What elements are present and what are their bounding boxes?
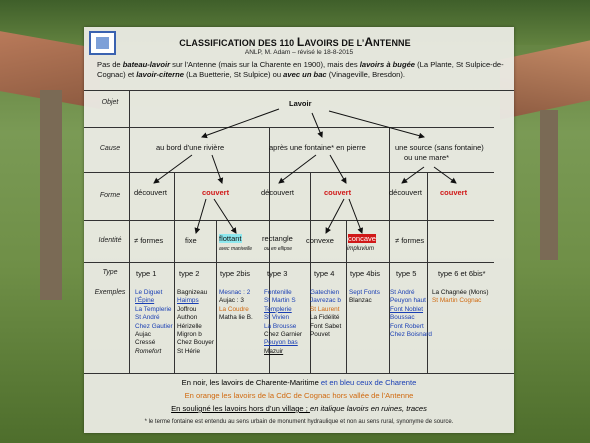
examples-type-3: Fontenille St Martin S Templerie St Vivien La Brousse Chez Garnier Peuyon bas Mazuir	[264, 289, 303, 355]
identite-fixe: fixe	[185, 236, 197, 245]
type-5: type 5	[396, 269, 417, 278]
examples-type-1: Le Diguet l’Épine La Templerie St André Chez Gautier Aujac Cressé Romefort	[135, 289, 173, 355]
row-label-exemples: Exemples	[94, 289, 126, 296]
identite-impluvium: impluvium	[347, 246, 375, 252]
type-4bis: type 4bis	[350, 269, 381, 278]
background-post-right	[540, 110, 558, 260]
type-2bis: type 2bis	[220, 269, 251, 278]
cause-fontaine: après une fontaine* en pierre	[269, 143, 366, 152]
intro-text: Pas de bateau-lavoir sur l'Antenne (mais sur la Charente en 1900), mais des lavoirs à bugée (La Plante, St Sulpice-de-Cognac) et lavoir-citerne (La Buetterie, St Sulpice) ou avec un bac (Vinageville, Bresdon).	[97, 60, 504, 79]
identite-rectangle: rectangle	[262, 234, 293, 243]
examples-type-2: Bagnizeau Haimps Joffrou Authon Hérizelle Migron b Chez Bouyer St Hérie	[177, 289, 214, 355]
objet-lavoir: Lavoir	[289, 99, 312, 108]
forme-couvert-2: couvert	[324, 188, 352, 197]
identite-formes-1: ≠ formes	[134, 236, 164, 245]
footnote: * le terme fontaine est entendu au sens urbain de monument hydraulique et non au sens rural, synonyme de source.	[144, 419, 454, 425]
row-label-cause: Cause	[99, 145, 121, 152]
type-6: type 6 et 6bis*	[438, 269, 486, 278]
forme-decouvert-1: découvert	[134, 188, 167, 197]
page-title: CLASSIFICATION DES 110 LAVOIRS DE L’ANTENNE	[179, 35, 411, 49]
type-4: type 4	[314, 269, 335, 278]
page-subtitle: ANLP, M. Adam – révisé le 18-8-2015	[244, 49, 354, 56]
type-1: type 1	[136, 269, 157, 278]
identite-formes-2: ≠ formes	[395, 236, 425, 245]
row-label-objet: Objet	[101, 99, 119, 106]
examples-type-4bis: Sept Fonts Blanzac	[349, 289, 380, 305]
identite-convexe: convexe	[306, 236, 334, 245]
cause-riviere: au bord d'une rivière	[156, 143, 225, 152]
identite-flottant: flottant	[219, 234, 242, 243]
forme-couvert-3: couvert	[440, 188, 468, 197]
examples-type-2bis: Mesnac : 2 Aujac : 3 La Coudre Matha lie B.	[219, 289, 253, 322]
legend-line-1: En noir, les lavoirs de Charente-Maritime et en bleu ceux de Charente	[181, 378, 417, 387]
legend-line-3: En souligné les lavoirs hors d’un village ; en italique lavoirs en ruines, traces	[171, 404, 427, 413]
type-2: type 2	[179, 269, 200, 278]
examples-type-5: St André Peuyon haut Font Noblet Boussac Font Robert Chez Boisnard	[390, 289, 432, 339]
identite-ellipse: ou en ellipse	[264, 246, 293, 252]
forme-decouvert-2: découvert	[261, 188, 294, 197]
row-label-forme: Forme	[99, 192, 121, 199]
examples-type-4: Gatechien Javrezac b St Laurent La Fidélité Font Sabet Pouvet	[310, 289, 342, 339]
type-3: type 3	[267, 269, 288, 278]
forme-couvert-1: couvert	[202, 188, 230, 197]
examples-type-6: La Chagnée (Mons) St Martin Cognac	[432, 289, 489, 305]
legend-line-2: En orange les lavoirs de la CdC de Cognac hors vallée de l’Antenne	[184, 391, 414, 400]
row-label-type: Type	[102, 269, 118, 276]
classification-panel	[84, 27, 514, 433]
cause-source: une source (sans fontaine)	[395, 143, 484, 152]
row-label-identite: Identité	[98, 237, 122, 244]
forme-decouvert-3: découvert	[389, 188, 422, 197]
identite-manivelle: avec manivelle	[219, 246, 253, 252]
cause-mare: ou une mare*	[404, 153, 450, 162]
background-post-left	[40, 90, 62, 300]
identite-concave: concave	[348, 234, 376, 243]
classification-arrows	[84, 27, 514, 433]
